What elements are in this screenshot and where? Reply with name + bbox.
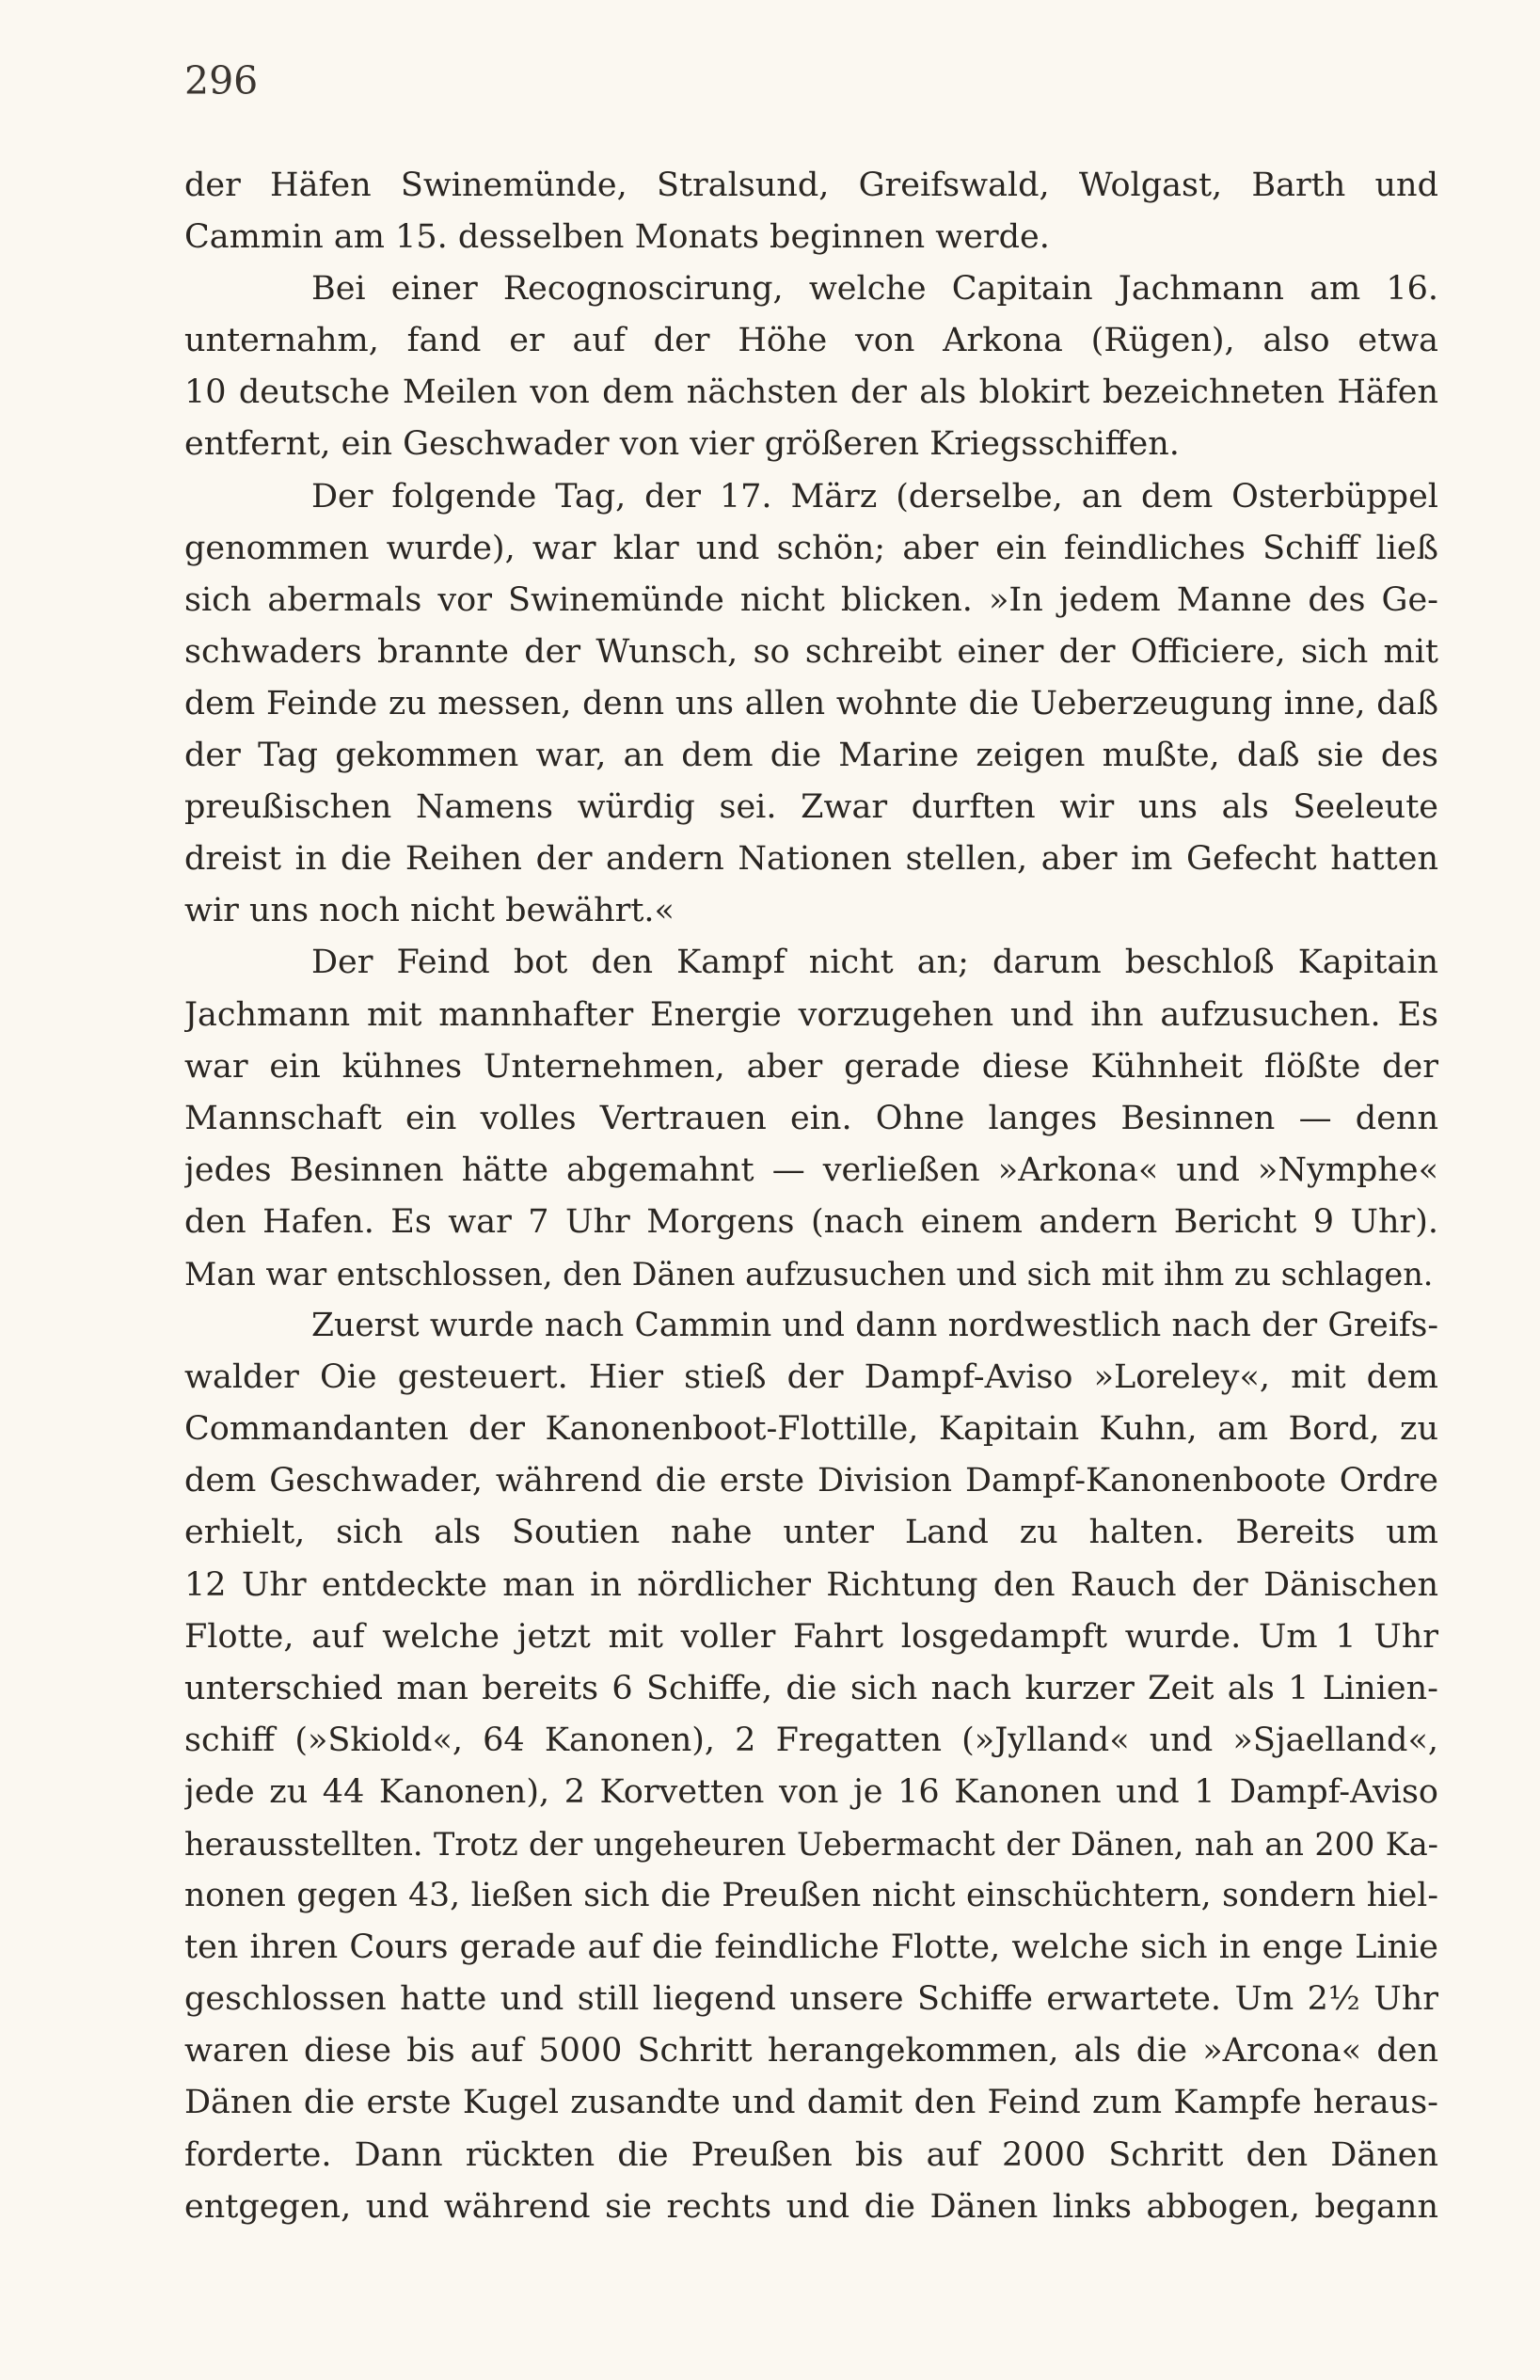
- text-line: dem Feinde zu messen, denn uns allen wohnte die Ueberzeugung inne, daß: [184, 684, 1438, 722]
- text-line: waren diese bis auf 5000 Schritt herangekommen, als die »Arcona« den: [184, 2032, 1438, 2071]
- text-line: wir uns noch nicht bewährt.«: [184, 892, 675, 930]
- text-line: nonen gegen 43, ließen sich die Preußen nicht einschüchtern, sondern hiel-: [184, 1877, 1438, 1915]
- text-line: sich abermals vor Swinemünde nicht blicken. »In jedem Manne des Ge-: [184, 580, 1438, 619]
- text-line: Commandanten der Kanonenboot-Flottille, Kapitain Kuhn, am Bord, zu: [184, 1410, 1438, 1449]
- text-line: der Häfen Swinemünde, Stralsund, Greifswald, Wolgast, Barth und: [184, 167, 1438, 204]
- text-line: walder Oie gesteuert. Hier stieß der Dampf-Aviso »Loreley«, mit dem: [184, 1358, 1438, 1397]
- text-line: genommen wurde), war klar und schön; aber ein feindliches Schiff ließ: [184, 529, 1438, 567]
- text-line: forderte. Dann rückten die Preußen bis auf 2000 Schritt den Dänen: [184, 2135, 1438, 2174]
- body-text: [184, 160, 1438, 2233]
- text-line: 10 deutsche Meilen von dem nächsten der als blokirt bezeichneten Häfen: [184, 373, 1438, 412]
- text-line: ten ihren Cours gerade auf die feindliche Flotte, welche sich in enge Linie: [184, 1928, 1438, 1967]
- text-line: unternahm, fand er auf der Höhe von Arkona (Rügen), also etwa: [184, 322, 1438, 360]
- text-line: Dänen die erste Kugel zusandte und damit den Feind zum Kampfe heraus-: [184, 2084, 1438, 2122]
- text-line: schiff (»Skiold«, 64 Kanonen), 2 Fregatten (»Jylland« und »Sjaelland«,: [184, 1721, 1438, 1759]
- text-line: entgegen, und während sie rechts und die Dänen links abbogen, begann: [184, 2187, 1438, 2226]
- text-line: 12 Uhr entdeckte man in nördlicher Richtung den Rauch der Dänischen: [184, 1565, 1438, 1604]
- text-line: Mannschaft ein volles Vertrauen ein. Ohne langes Besinnen — denn: [184, 1099, 1438, 1137]
- text-line: Man war entschlossen, den Dänen aufzusuchen und sich mit ihm zu schlagen.: [184, 1255, 1434, 1293]
- text-line: den Hafen. Es war 7 Uhr Morgens (nach einem andern Bericht 9 Uhr).: [184, 1202, 1438, 1241]
- page-number: 296: [184, 58, 259, 103]
- text-line: schwaders brannte der Wunsch, so schreibt einer der Officiere, sich mit: [184, 632, 1438, 671]
- text-line: unterschied man bereits 6 Schiffe, die sich nach kurzer Zeit als 1 Linien-: [184, 1669, 1438, 1707]
- text-line: entfernt, ein Geschwader von vier größeren Kriegsschiffen.: [184, 425, 1180, 464]
- text-line: dem Geschwader, während die erste Division Dampf-Kanonenboote Ordre: [184, 1462, 1438, 1500]
- text-line: Zuerst wurde nach Cammin und dann nordwestlich nach der Greifs-: [311, 1307, 1438, 1345]
- text-line: Der Feind bot den Kampf nicht an; darum beschloß Kapitain: [311, 944, 1438, 982]
- text-line: war ein kühnes Unternehmen, aber gerade diese Kühnheit flößte der: [184, 1047, 1438, 1086]
- text-line: Flotte, auf welche jetzt mit voller Fahrt losgedampft wurde. Um 1 Uhr: [184, 1617, 1438, 1656]
- text-line: der Tag gekommen war, an dem die Marine zeigen mußte, daß sie des: [184, 737, 1438, 775]
- text-line: dreist in die Reihen der andern Nationen stellen, aber im Gefecht hatten: [184, 840, 1438, 879]
- text-line: erhielt, sich als Soutien nahe unter Land zu halten. Bereits um: [184, 1514, 1438, 1552]
- text-line: herausstellten. Trotz der ungeheuren Uebermacht der Dänen, nah an 200 Ka-: [184, 1826, 1438, 1863]
- text-line: Der folgende Tag, der 17. März (derselbe, an dem Osterbüppel: [311, 477, 1438, 516]
- text-line: Bei einer Recognoscirung, welche Capitain Jachmann am 16.: [311, 270, 1438, 309]
- text-line: preußischen Namens würdig sei. Zwar durften wir uns als Seeleute: [184, 788, 1438, 827]
- text-line: Cammin am 15. desselben Monats beginnen werde.: [184, 218, 1050, 257]
- text-line: jedes Besinnen hätte abgemahnt — verließen »Arkona« und »Nymphe«: [184, 1150, 1438, 1189]
- text-line: Jachmann mit mannhafter Energie vorzugehen und ihn aufzusuchen. Es: [184, 995, 1438, 1034]
- text-line: geschlossen hatte und still liegend unsere Schiffe erwartete. Um 2½ Uhr: [184, 1980, 1438, 2019]
- text-line: jede zu 44 Kanonen), 2 Korvetten von je 16 Kanonen und 1 Dampf-Aviso: [184, 1772, 1438, 1811]
